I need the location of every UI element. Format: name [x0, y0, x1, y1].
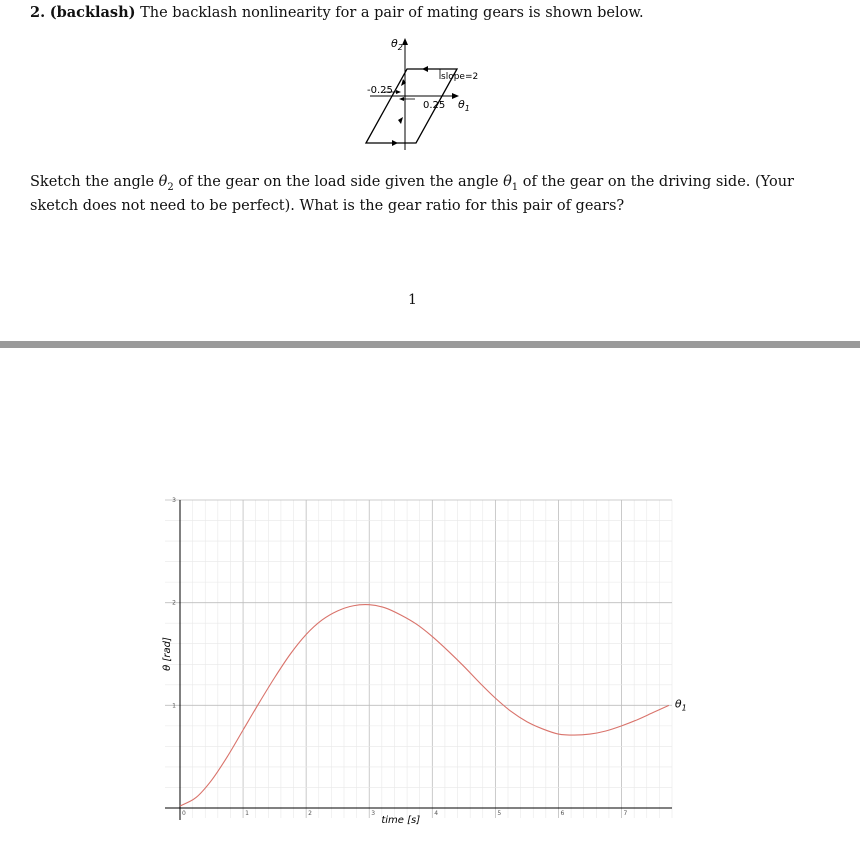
right-edge-arrow	[398, 117, 403, 124]
y-tick-label: 1	[172, 702, 176, 710]
pos-025-label: 0.25	[423, 100, 446, 111]
chart-ticks	[172, 497, 627, 817]
slope-label: slope=2	[441, 72, 479, 82]
series-label-theta1: $\theta_1$	[674, 697, 687, 713]
theta-time-chart	[0, 490, 860, 868]
chart-grid	[165, 500, 672, 818]
problem-question: Sketch the angle $\theta_2$ of the gear on the load side given the angle $\theta_1$ of the gear on the driving side. (Your sketch does not need to be perfect). What is the gear ratio for this pair of gears?	[30, 174, 794, 214]
chart-axes	[165, 500, 672, 820]
theta2-label: $\theta_2$	[391, 37, 403, 52]
x-axis-label: time [s]	[381, 815, 421, 826]
x-tick-label: 1	[245, 810, 249, 817]
bottom-edge-arrow	[392, 140, 398, 146]
x-tick-label: 6	[560, 810, 565, 817]
problem-number: 2.	[30, 4, 46, 21]
page-divider	[0, 341, 860, 348]
problem-intro: The backlash nonlinearity for a pair of mating gears is shown below.	[140, 5, 644, 21]
y-tick-label: 2	[172, 599, 176, 607]
x-tick-label: 0	[182, 810, 186, 817]
page-number: 1	[408, 292, 417, 308]
theta2-axis-arrow	[402, 38, 408, 45]
problem-heading	[30, 4, 644, 22]
y-tick-label: 3	[172, 497, 176, 504]
x-tick-label: 4	[434, 810, 439, 817]
theta1-label: $\theta_1$	[458, 98, 470, 113]
neg-025-label: -0.25	[367, 85, 393, 96]
y-axis-label: θ [rad]	[162, 637, 173, 671]
x-tick-label: 3	[371, 810, 376, 817]
top-edge-arrow	[422, 66, 428, 72]
x-tick-label: 2	[308, 810, 312, 817]
x-tick-label: 7	[623, 810, 628, 817]
backlash-diagram	[340, 30, 520, 160]
x-tick-label: 5	[497, 810, 502, 817]
problem-title: (backlash)	[49, 4, 136, 21]
